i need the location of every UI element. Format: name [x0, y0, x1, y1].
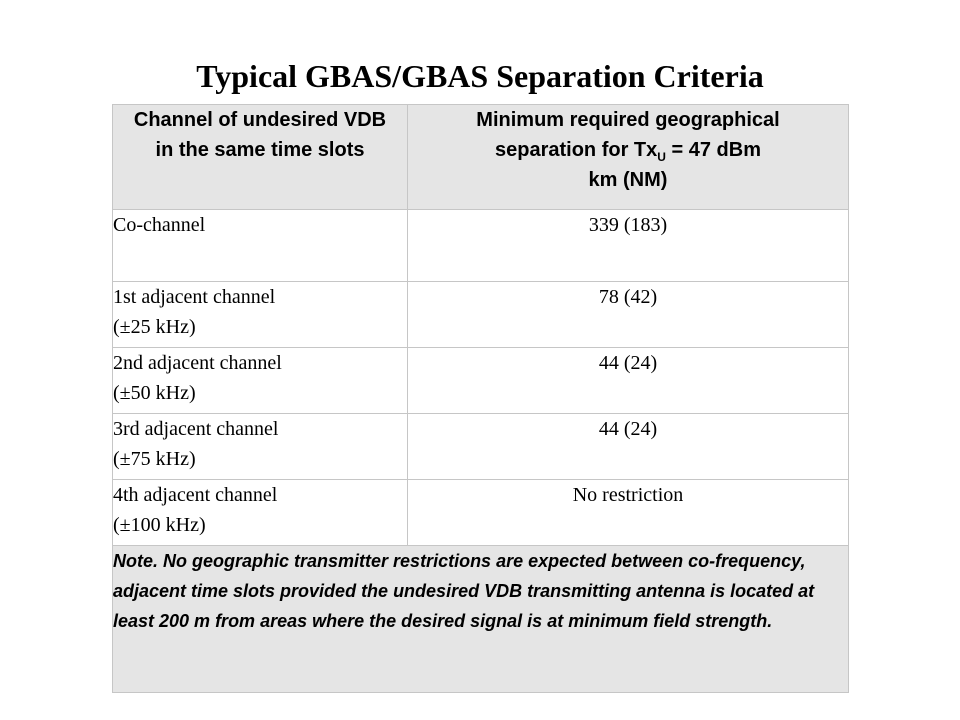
- table-header-row: [113, 105, 849, 210]
- row-channel-line1: 4th adjacent channel: [113, 484, 278, 506]
- page-title: Typical GBAS/GBAS Separation Criteria: [196, 58, 764, 94]
- row-separation: No restriction: [408, 480, 849, 546]
- table-note: Note. No geographic transmitter restrictions are expected between co-frequency, adjacent time slots provided the undesired VDB transmitting antenna is located at least 200 m from areas where the desired signal is at minimum field strength.: [113, 546, 849, 693]
- table-row: [113, 348, 849, 414]
- header-separation-tx: separation for Tx: [495, 139, 658, 161]
- row-channel-line1: 1st adjacent channel: [113, 286, 276, 308]
- table-row: [113, 210, 849, 282]
- header-channel-label: Channel of undesired VDB in the same time slots: [133, 109, 387, 161]
- separation-criteria-table: [112, 104, 849, 693]
- row-channel-line2: (±75 kHz): [113, 448, 196, 470]
- table-row: [113, 282, 849, 348]
- row-channel-line2: (±25 kHz): [113, 316, 196, 338]
- note-row: [113, 546, 849, 693]
- row-separation: 44 (24): [408, 414, 849, 480]
- row-separation: 44 (24): [408, 348, 849, 414]
- row-separation: 78 (42): [408, 282, 849, 348]
- row-channel-line2: (±100 kHz): [113, 514, 206, 536]
- table-row: [113, 414, 849, 480]
- header-separation: [408, 105, 849, 210]
- header-separation-sub: U: [657, 150, 666, 164]
- row-channel-line1: 2nd adjacent channel: [113, 352, 282, 374]
- header-separation-power: = 47 dBm: [665, 139, 761, 161]
- header-separation-line1: Minimum required geographical: [476, 109, 780, 131]
- row-channel-line1: Co-channel: [113, 214, 206, 236]
- header-separation-unit: km (NM): [588, 169, 668, 191]
- table-row: [113, 480, 849, 546]
- row-channel: [113, 480, 408, 546]
- row-separation: 339 (183): [408, 210, 849, 282]
- row-channel: [113, 348, 408, 414]
- row-channel-line2: (±50 kHz): [113, 382, 196, 404]
- row-channel: [113, 414, 408, 480]
- row-channel: [113, 210, 408, 282]
- header-separation-line2: [408, 135, 848, 165]
- header-channel: [113, 105, 408, 210]
- row-channel: [113, 282, 408, 348]
- row-channel-line1: 3rd adjacent channel: [113, 418, 279, 440]
